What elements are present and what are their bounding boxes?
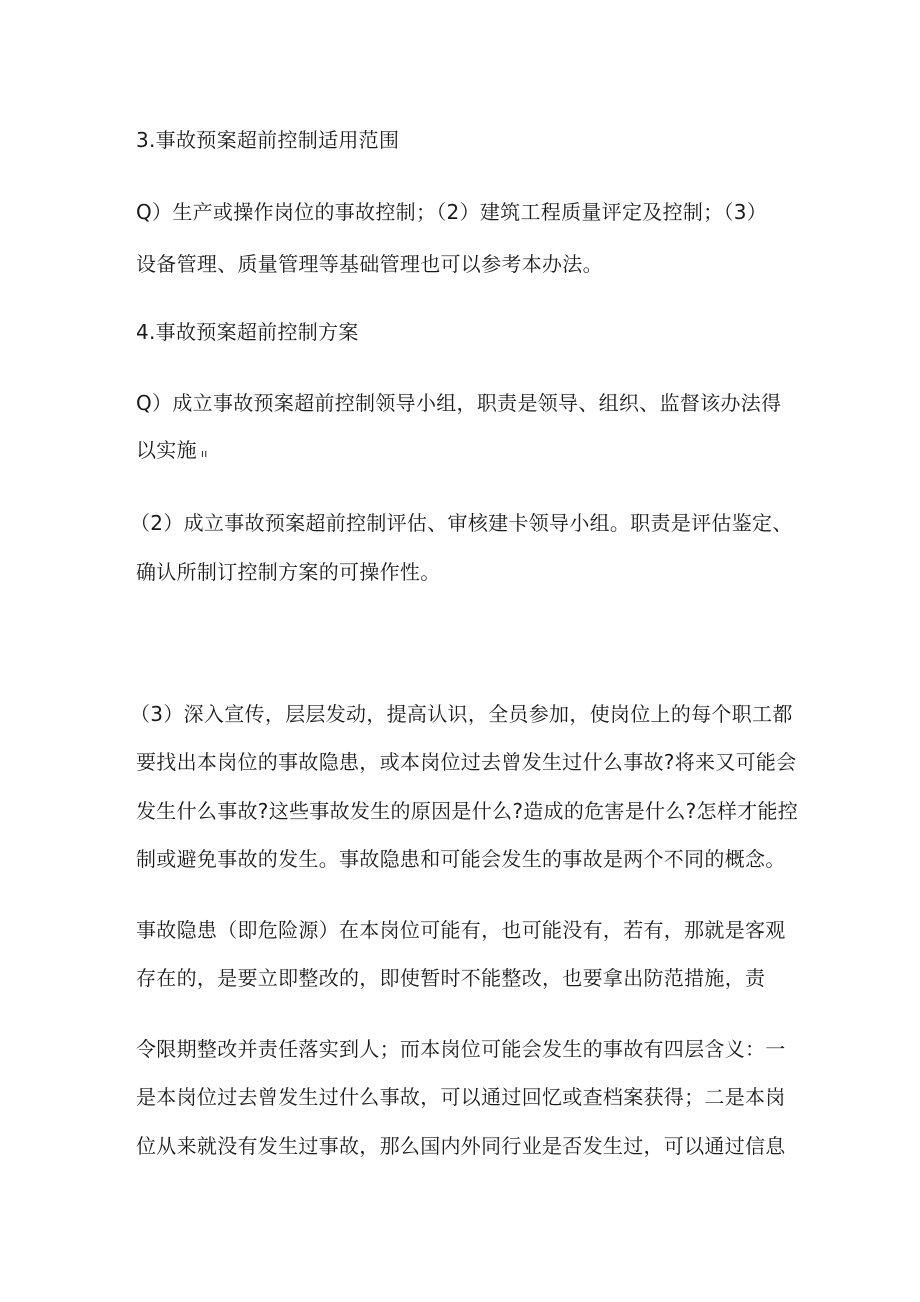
paragraph-line: Q）生产或操作岗位的事故控制；（2）建筑工程质量评定及控制；（3）: [136, 200, 768, 224]
paragraph-line: 设备管理、质量管理等基础管理也可以参考本办法。: [136, 252, 603, 276]
paragraph-line: [136, 436, 816, 468]
paragraph-line: 位从来就没有发生过事故，那么国内外同行业是否发生过，可以通过信息: [136, 1134, 786, 1158]
stray-mark: ıı: [200, 447, 208, 460]
paragraph-line: 事故隐患（即危险源）在本岗位可能有，也可能没有，若有，那就是客观: [136, 918, 786, 942]
paragraph-line: 存在的，是要立即整改的，即使暂时不能整改，也要拿出防范措施，责: [136, 966, 766, 990]
heading-section-4: 4.事故预案超前控制方案: [136, 320, 359, 344]
paragraph-line: （3）深入宣传，层层发动，提高认识，全员参加，使岗位上的每个职工都: [130, 702, 793, 726]
paragraph-line: 确认所制订控制方案的可操作性。: [136, 560, 441, 584]
paragraph-text: 以实施: [136, 438, 197, 462]
paragraph-line: 令限期整改并责任落实到人；而本岗位可能会发生的事故有四层含义：一: [136, 1037, 786, 1061]
heading-section-3: 3.事故预案超前控制适用范围: [136, 128, 400, 152]
paragraph-line: （2）成立事故预案超前控制评估、审核建卡领导小组。职责是评估鉴定、: [130, 511, 793, 535]
paragraph-line: 要找出本岗位的事故隐患，或本岗位过去曾发生过什么事故?将来又可能会: [136, 750, 797, 774]
paragraph-line: Q）成立事故预案超前控制领导小组，职责是领导、组织、监督该办法得: [136, 391, 782, 415]
paragraph-line: 是本岗位过去曾发生过什么事故，可以通过回忆或查档案获得；二是本岗: [136, 1085, 786, 1109]
paragraph-line: 发生什么事故?这些事故发生的原因是什么?造成的危害是什么?怎样才能控: [136, 799, 799, 823]
paragraph-line: 制或避免事故的发生。事故隐患和可能会发生的事故是两个不同的概念。: [136, 847, 786, 871]
